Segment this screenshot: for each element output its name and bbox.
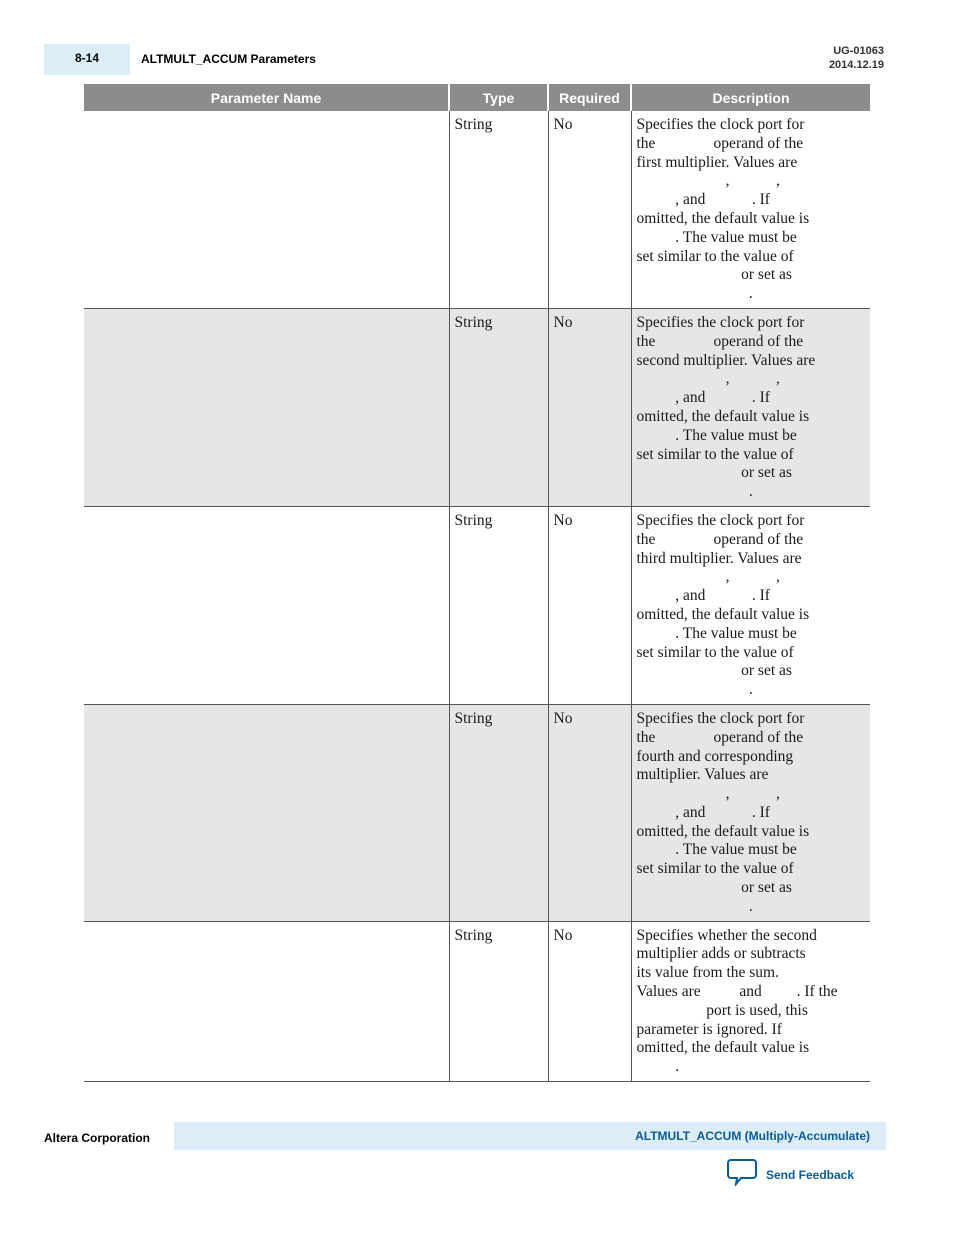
description-line: the operand of the bbox=[636, 530, 804, 548]
description-line: or set as bbox=[636, 879, 792, 897]
description-line: Specifies the clock port for bbox=[636, 709, 805, 727]
description-line: , and . If bbox=[636, 587, 770, 605]
parameter-name-cell bbox=[84, 111, 449, 308]
description-line: second multiplier. Values are bbox=[636, 351, 816, 369]
column-header-required: Required bbox=[548, 84, 631, 111]
description-line: fourth and corresponding bbox=[636, 747, 794, 765]
description-cell bbox=[631, 111, 870, 308]
description-line: . bbox=[636, 897, 753, 915]
document-id: UG-01063 bbox=[833, 45, 884, 57]
description-line: its value from the sum. bbox=[636, 964, 779, 982]
description-line: omitted, the default value is bbox=[636, 1039, 810, 1057]
description-line: Specifies whether the second bbox=[636, 926, 817, 944]
description-line: , , bbox=[636, 568, 780, 586]
page-number: 8-14 bbox=[74, 51, 100, 65]
description-line: , and . If bbox=[636, 389, 770, 407]
description-line: . The value must be bbox=[636, 426, 797, 444]
description-line: , and . If bbox=[636, 191, 770, 209]
table-row bbox=[84, 704, 870, 921]
type-cell: String bbox=[449, 308, 548, 506]
description-line: . The value must be bbox=[636, 228, 797, 246]
description-cell bbox=[631, 506, 870, 704]
parameter-name-cell bbox=[84, 308, 449, 506]
description-line: omitted, the default value is bbox=[636, 209, 810, 227]
type-cell: String bbox=[449, 111, 548, 308]
description-line: , , bbox=[636, 370, 780, 388]
description-line: omitted, the default value is bbox=[636, 407, 810, 425]
description-cell bbox=[631, 308, 870, 506]
description-line: multiplier. Values are bbox=[636, 766, 769, 784]
description-line: , , bbox=[636, 785, 780, 803]
required-cell: No bbox=[548, 111, 631, 308]
column-header-description: Description bbox=[631, 84, 870, 111]
table-row bbox=[84, 111, 870, 308]
send-feedback-link[interactable] bbox=[727, 1158, 854, 1191]
description-line: . The value must be bbox=[636, 841, 797, 859]
description-line: . bbox=[636, 1058, 680, 1076]
table-row bbox=[84, 506, 870, 704]
description-line: parameter is ignored. If bbox=[636, 1020, 782, 1038]
description-line: . bbox=[636, 483, 753, 501]
description-line: or set as bbox=[636, 266, 792, 284]
description-line: the operand of the bbox=[636, 332, 804, 350]
section-title: ALTMULT_ACCUM Parameters bbox=[141, 52, 316, 66]
description-line: Specifies the clock port for bbox=[636, 511, 805, 529]
footer-company: Altera Corporation bbox=[44, 1131, 151, 1145]
required-cell: No bbox=[548, 704, 631, 921]
description-line: multiplier adds or subtracts bbox=[636, 945, 806, 963]
parameter-name-cell bbox=[84, 921, 449, 1081]
column-header-parameter-name: Parameter Name bbox=[84, 84, 449, 111]
table-row bbox=[84, 921, 870, 1081]
parameters-table bbox=[84, 84, 870, 1082]
column-header-type: Type bbox=[449, 84, 548, 111]
description-line: . bbox=[636, 285, 753, 303]
description-line: . bbox=[636, 681, 753, 699]
description-line: set similar to the value of bbox=[636, 860, 794, 878]
required-cell: No bbox=[548, 308, 631, 506]
description-line: set similar to the value of bbox=[636, 445, 794, 463]
send-feedback-label: Send Feedback bbox=[766, 1167, 855, 1182]
document-date: 2014.12.19 bbox=[828, 59, 884, 71]
description-line: , , bbox=[636, 172, 780, 190]
description-line: the operand of the bbox=[636, 728, 804, 746]
parameter-name-cell bbox=[84, 506, 449, 704]
description-line: port is used, this bbox=[636, 1001, 808, 1019]
type-cell: String bbox=[449, 506, 548, 704]
speech-bubble-icon bbox=[727, 1158, 757, 1191]
footer-document-title-link[interactable]: ALTMULT_ACCUM (Multiply-Accumulate) bbox=[635, 1129, 870, 1143]
description-line: , and . If bbox=[636, 803, 770, 821]
required-cell: No bbox=[548, 921, 631, 1081]
description-cell bbox=[631, 704, 870, 921]
description-line: omitted, the default value is bbox=[636, 822, 810, 840]
type-cell: String bbox=[449, 704, 548, 921]
description-cell bbox=[631, 921, 870, 1081]
description-line: set similar to the value of bbox=[636, 643, 794, 661]
description-line: Specifies the clock port for bbox=[636, 116, 805, 133]
required-cell: No bbox=[548, 506, 631, 704]
description-line: or set as bbox=[636, 464, 792, 482]
table-header-row bbox=[84, 84, 870, 111]
table-row bbox=[84, 308, 870, 506]
description-line: or set as bbox=[636, 662, 792, 680]
description-line: Specifies the clock port for bbox=[636, 313, 805, 331]
description-line: third multiplier. Values are bbox=[636, 549, 802, 567]
description-line: Values are and . If the bbox=[636, 983, 838, 1001]
description-line: first multiplier. Values are bbox=[636, 153, 798, 171]
description-line: the operand of the bbox=[636, 134, 804, 152]
description-line: set similar to the value of bbox=[636, 247, 794, 265]
type-cell: String bbox=[449, 921, 548, 1081]
parameter-name-cell bbox=[84, 704, 449, 921]
document-id-block bbox=[829, 44, 884, 72]
description-line: omitted, the default value is bbox=[636, 605, 810, 623]
description-line: . The value must be bbox=[636, 624, 797, 642]
